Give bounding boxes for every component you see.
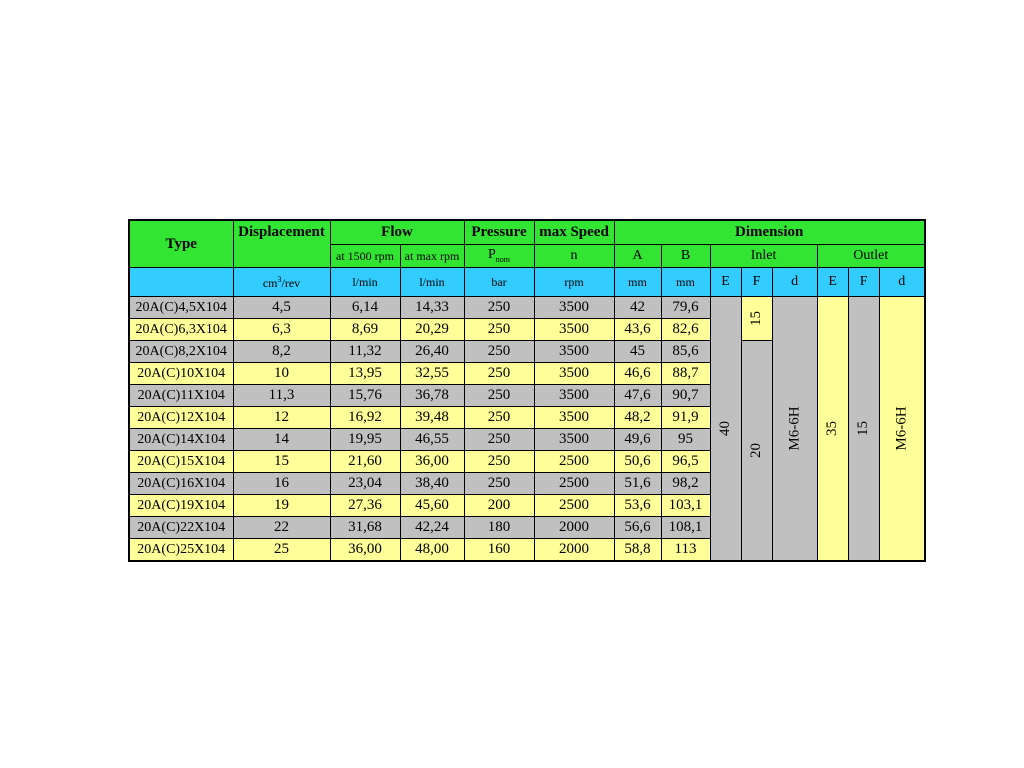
cell-displacement: 16 — [233, 473, 330, 495]
cell-flow-max: 14,33 — [400, 297, 464, 319]
cell-dim-b: 82,6 — [661, 319, 710, 341]
cell-type: 20A(C)8,2X104 — [129, 341, 233, 363]
header-inlet: Inlet — [710, 245, 817, 268]
cell-flow-max: 42,24 — [400, 517, 464, 539]
cell-pressure: 180 — [464, 517, 534, 539]
header-pressure: Pressure — [464, 220, 534, 245]
cell-speed: 3500 — [534, 407, 614, 429]
pump-spec-table — [128, 219, 926, 562]
header-max-speed: max Speed — [534, 220, 614, 245]
header-speed-symbol: n — [534, 245, 614, 268]
header-row-1 — [129, 220, 925, 245]
cell-flow-max: 39,48 — [400, 407, 464, 429]
cell-outlet-f — [848, 297, 879, 562]
header-flow-1500: at 1500 rpm — [330, 245, 400, 268]
cell-flow-max: 26,40 — [400, 341, 464, 363]
cell-inlet-f-bottom — [741, 341, 772, 562]
header-flow-max: at max rpm — [400, 245, 464, 268]
cell-displacement: 14 — [233, 429, 330, 451]
cell-flow-1500: 11,32 — [330, 341, 400, 363]
cell-speed: 2000 — [534, 539, 614, 562]
units-outlet-f: F — [848, 268, 879, 297]
cell-outlet-d — [879, 297, 925, 562]
cell-displacement: 22 — [233, 517, 330, 539]
cell-flow-max: 46,55 — [400, 429, 464, 451]
cell-inlet-f-top — [741, 297, 772, 341]
cell-inlet-d — [772, 297, 817, 562]
cell-type: 20A(C)19X104 — [129, 495, 233, 517]
units-displacement: $cm^3$/rev — [233, 268, 330, 297]
units-a: mm — [614, 268, 661, 297]
cell-pressure: 250 — [464, 451, 534, 473]
cell-flow-1500: 6,14 — [330, 297, 400, 319]
cell-speed: 2000 — [534, 517, 614, 539]
cell-pressure: 160 — [464, 539, 534, 562]
cell-flow-max: 36,78 — [400, 385, 464, 407]
cell-displacement: 19 — [233, 495, 330, 517]
cell-type: 20A(C)12X104 — [129, 407, 233, 429]
header-flow: Flow — [330, 220, 464, 245]
cell-pressure: 250 — [464, 385, 534, 407]
cell-speed: 3500 — [534, 341, 614, 363]
cell-dim-a: 50,6 — [614, 451, 661, 473]
cell-type: 20A(C)6,3X104 — [129, 319, 233, 341]
cell-dim-a: 45 — [614, 341, 661, 363]
cell-speed: 3500 — [534, 319, 614, 341]
cell-displacement: 11,3 — [233, 385, 330, 407]
cell-flow-1500: 13,95 — [330, 363, 400, 385]
cell-speed: 3500 — [534, 297, 614, 319]
cell-inlet-d-text: M6-6H — [786, 406, 803, 451]
cell-flow-1500: 31,68 — [330, 517, 400, 539]
cell-dim-b: 91,9 — [661, 407, 710, 429]
units-inlet-d: d — [772, 268, 817, 297]
cell-pressure: 250 — [464, 319, 534, 341]
cell-flow-max: 38,40 — [400, 473, 464, 495]
cell-speed: 2500 — [534, 451, 614, 473]
cell-outlet-d-text: M6-6H — [893, 406, 910, 451]
cell-dim-a: 42 — [614, 297, 661, 319]
cell-inlet-e — [710, 297, 741, 562]
cell-outlet-f-text: 15 — [855, 421, 872, 436]
cell-outlet-e — [817, 297, 848, 562]
cell-pressure: 200 — [464, 495, 534, 517]
cell-dim-b: 88,7 — [661, 363, 710, 385]
cell-inlet-f-top-text: 15 — [748, 311, 764, 326]
cell-type: 20A(C)11X104 — [129, 385, 233, 407]
cell-flow-1500: 19,95 — [330, 429, 400, 451]
cell-displacement: 6,3 — [233, 319, 330, 341]
header-pressure-symbol: $P_{nom}$ — [464, 245, 534, 268]
cell-pressure: 250 — [464, 297, 534, 319]
units-b: mm — [661, 268, 710, 297]
cell-dim-a: 48,2 — [614, 407, 661, 429]
units-inlet-f: F — [741, 268, 772, 297]
units-outlet-d: d — [879, 268, 925, 297]
cell-flow-1500: 16,92 — [330, 407, 400, 429]
units-flow-max: l/min — [400, 268, 464, 297]
cell-pressure: 250 — [464, 407, 534, 429]
cell-pressure: 250 — [464, 341, 534, 363]
cell-flow-1500: 23,04 — [330, 473, 400, 495]
cell-dim-b: 108,1 — [661, 517, 710, 539]
cell-dim-a: 49,6 — [614, 429, 661, 451]
cell-inlet-f-bottom-text: 20 — [748, 443, 764, 458]
cell-speed: 2500 — [534, 495, 614, 517]
cell-dim-a: 51,6 — [614, 473, 661, 495]
cell-dim-a: 53,6 — [614, 495, 661, 517]
cell-type: 20A(C)15X104 — [129, 451, 233, 473]
units-row — [129, 268, 925, 297]
cell-type: 20A(C)10X104 — [129, 363, 233, 385]
header-dim-a: A — [614, 245, 661, 268]
cell-flow-max: 20,29 — [400, 319, 464, 341]
header-dimension: Dimension — [614, 220, 925, 245]
cell-type: 20A(C)14X104 — [129, 429, 233, 451]
cell-dim-b: 103,1 — [661, 495, 710, 517]
cell-type: 20A(C)22X104 — [129, 517, 233, 539]
header-dim-b: B — [661, 245, 710, 268]
cell-flow-1500: 15,76 — [330, 385, 400, 407]
cell-speed: 3500 — [534, 363, 614, 385]
units-pressure: bar — [464, 268, 534, 297]
cell-dim-b: 79,6 — [661, 297, 710, 319]
cell-dim-a: 43,6 — [614, 319, 661, 341]
cell-pressure: 250 — [464, 363, 534, 385]
cell-speed: 2500 — [534, 473, 614, 495]
cell-flow-max: 48,00 — [400, 539, 464, 562]
cell-flow-max: 32,55 — [400, 363, 464, 385]
cell-dim-b: 98,2 — [661, 473, 710, 495]
cell-outlet-e-text: 35 — [824, 421, 841, 436]
cell-type: 20A(C)16X104 — [129, 473, 233, 495]
cell-flow-1500: 36,00 — [330, 539, 400, 562]
cell-displacement: 15 — [233, 451, 330, 473]
cell-displacement: 25 — [233, 539, 330, 562]
cell-flow-max: 45,60 — [400, 495, 464, 517]
cell-dim-b: 85,6 — [661, 341, 710, 363]
cell-pressure: 250 — [464, 473, 534, 495]
cell-displacement: 4,5 — [233, 297, 330, 319]
cell-dim-a: 58,8 — [614, 539, 661, 562]
cell-dim-a: 46,6 — [614, 363, 661, 385]
cell-flow-1500: 27,36 — [330, 495, 400, 517]
cell-dim-b: 96,5 — [661, 451, 710, 473]
cell-type: 20A(C)4,5X104 — [129, 297, 233, 319]
cell-dim-a: 47,6 — [614, 385, 661, 407]
cell-speed: 3500 — [534, 429, 614, 451]
header-type: Type — [129, 220, 233, 268]
cell-speed: 3500 — [534, 385, 614, 407]
cell-dim-b: 113 — [661, 539, 710, 562]
header-displacement: Displacement — [233, 220, 330, 268]
cell-pressure: 250 — [464, 429, 534, 451]
cell-inlet-e-text: 40 — [717, 421, 733, 436]
units-type — [129, 268, 233, 297]
cell-flow-1500: 21,60 — [330, 451, 400, 473]
cell-displacement: 12 — [233, 407, 330, 429]
cell-type: 20A(C)25X104 — [129, 539, 233, 562]
header-outlet: Outlet — [817, 245, 925, 268]
cell-dim-b: 90,7 — [661, 385, 710, 407]
cell-flow-1500: 8,69 — [330, 319, 400, 341]
cell-displacement: 8,2 — [233, 341, 330, 363]
cell-flow-max: 36,00 — [400, 451, 464, 473]
units-flow-1500: l/min — [330, 268, 400, 297]
units-inlet-e: E — [710, 268, 741, 297]
units-outlet-e: E — [817, 268, 848, 297]
units-speed: rpm — [534, 268, 614, 297]
cell-displacement: 10 — [233, 363, 330, 385]
cell-dim-b: 95 — [661, 429, 710, 451]
cell-dim-a: 56,6 — [614, 517, 661, 539]
table-row — [129, 297, 925, 319]
